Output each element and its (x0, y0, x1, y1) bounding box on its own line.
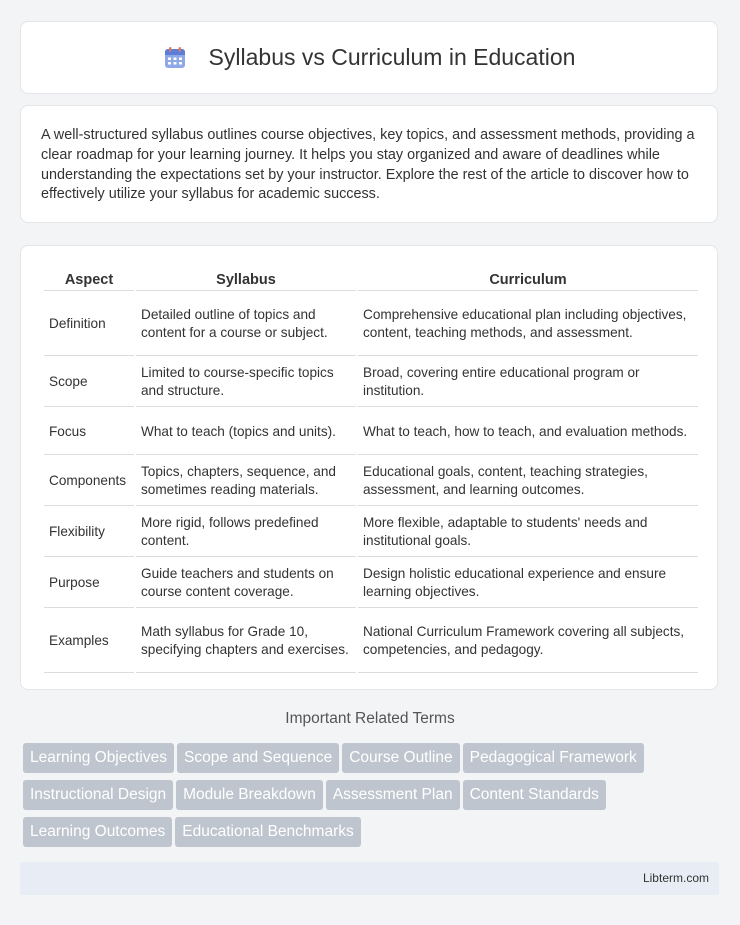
cell-aspect: Purpose (44, 559, 134, 608)
tag-assessment-plan[interactable]: Assessment Plan (326, 780, 460, 810)
table-row (44, 409, 698, 455)
cell-curriculum: Broad, covering entire educational program or institution. (358, 358, 698, 407)
cell-aspect: Examples (44, 610, 134, 673)
cell-syllabus: Guide teachers and students on course content coverage. (136, 559, 356, 608)
header-aspect: Aspect (44, 268, 134, 291)
intro-text: A well-structured syllabus outlines course objectives, key topics, and assessment methods, providing a clear roadmap for your learning journey. It helps you stay organized and aware of deadlines while understanding the expectations set by your instructor. Explore the rest of the article to discover how to effectively utilize your syllabus for academic success. (41, 127, 695, 203)
cell-curriculum: Design holistic educational experience and ensure learning objectives. (358, 559, 698, 608)
cell-curriculum: What to teach, how to teach, and evaluation methods. (358, 409, 698, 455)
related-terms-title: Important Related Terms (285, 710, 455, 727)
cell-aspect: Definition (44, 293, 134, 356)
table-row (44, 293, 698, 356)
table-row (44, 610, 698, 673)
table-row (44, 457, 698, 506)
cell-syllabus: Detailed outline of topics and content for a course or subject. (136, 293, 356, 356)
cell-curriculum: National Curriculum Framework covering all subjects, competencies, and pedagogy. (358, 610, 698, 673)
cell-curriculum: Comprehensive educational plan including objectives, content, teaching methods, and assessment. (358, 293, 698, 356)
cell-aspect: Scope (44, 358, 134, 407)
tag-content-standards[interactable]: Content Standards (463, 780, 606, 810)
cell-syllabus: Topics, chapters, sequence, and sometimes reading materials. (136, 457, 356, 506)
table-header-row (44, 268, 698, 291)
cell-aspect: Focus (44, 409, 134, 455)
related-terms-tags (23, 743, 723, 854)
calendar-icon (163, 46, 187, 70)
cell-syllabus: More rigid, follows predefined content. (136, 508, 356, 557)
cell-aspect: Flexibility (44, 508, 134, 557)
header-curriculum: Curriculum (358, 268, 698, 291)
table-row (44, 559, 698, 608)
tag-educational-benchmarks[interactable]: Educational Benchmarks (175, 817, 360, 847)
title-card (20, 21, 718, 94)
intro-card (20, 105, 718, 223)
tag-pedagogical-framework[interactable]: Pedagogical Framework (463, 743, 644, 773)
page-title: Syllabus vs Curriculum in Education (208, 44, 576, 70)
cell-curriculum: Educational goals, content, teaching strategies, assessment, and learning outcomes. (358, 457, 698, 506)
cell-curriculum: More flexible, adaptable to students' needs and institutional goals. (358, 508, 698, 557)
tag-instructional-design[interactable]: Instructional Design (23, 780, 173, 810)
cell-syllabus: Math syllabus for Grade 10, specifying chapters and exercises. (136, 610, 356, 673)
cell-syllabus: What to teach (topics and units). (136, 409, 356, 455)
table-row (44, 508, 698, 557)
table-row (44, 358, 698, 407)
tag-course-outline[interactable]: Course Outline (342, 743, 459, 773)
tag-scope-and-sequence[interactable]: Scope and Sequence (177, 743, 339, 773)
cell-aspect: Components (44, 457, 134, 506)
header-syllabus: Syllabus (136, 268, 356, 291)
cell-syllabus: Limited to course-specific topics and structure. (136, 358, 356, 407)
comparison-table-card (20, 245, 718, 690)
footer-site-link[interactable]: Libterm.com (642, 871, 709, 885)
tag-learning-objectives[interactable]: Learning Objectives (23, 743, 174, 773)
comparison-table (42, 266, 700, 675)
footer (20, 862, 719, 895)
tag-module-breakdown[interactable]: Module Breakdown (176, 780, 323, 810)
tag-learning-outcomes[interactable]: Learning Outcomes (23, 817, 172, 847)
